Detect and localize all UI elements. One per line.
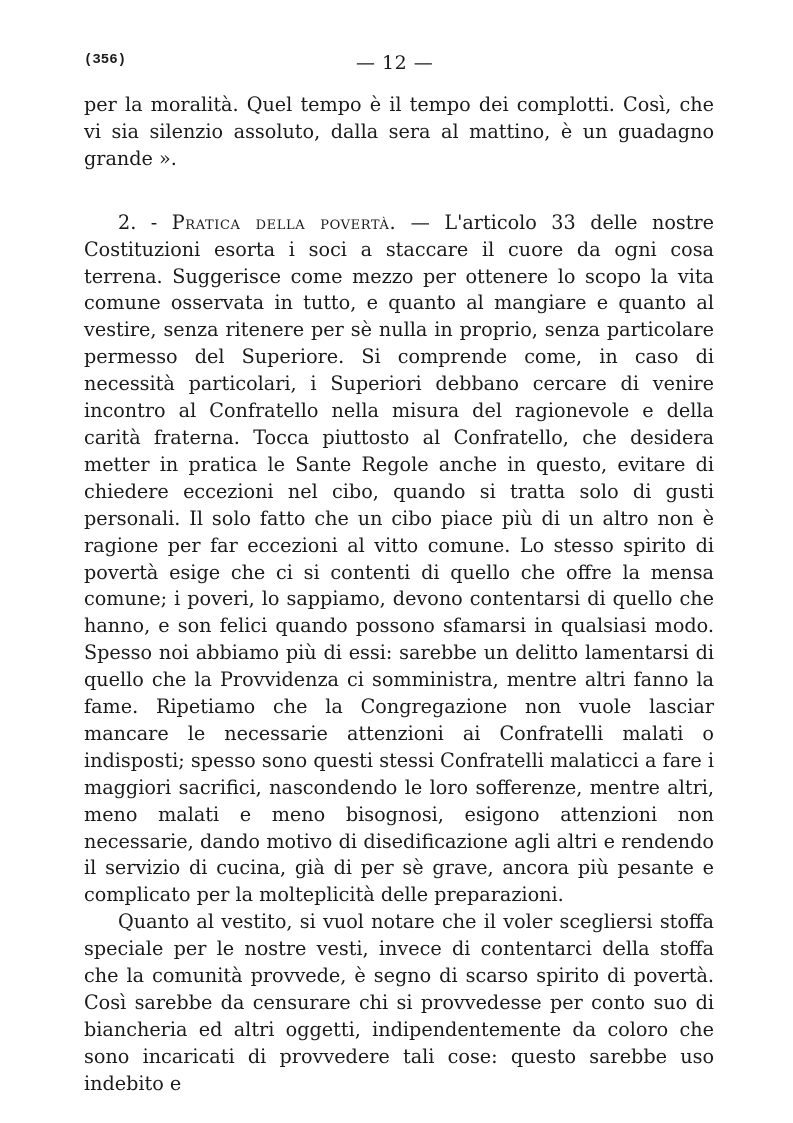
- document-code: (356): [84, 52, 127, 68]
- page-header: [84, 52, 714, 76]
- paragraph-continuation: [84, 92, 714, 173]
- paragraph-text: per la moralità. Quel tempo è il tempo dei complotti. Così, che vi sia silenzio assoluto, dalla sera al mattino, è un guadagno grande ».: [84, 93, 714, 170]
- paragraph-text: Quanto al vestito, si vuol notare che il voler scegliersi stoffa speciale per le nostre vesti, invece di contentarci della stoffa che la comunità provvede, è segno di scarso spirito di povertà. Così sarebbe da censurare chi si provvedesse per conto suo di biancheria ed altri oggetti, indipendentemente da coloro che sono incaricati di provvedere tali cose: questo sarebbe uso indebito e: [84, 910, 714, 1095]
- paragraph-section-2: [84, 210, 714, 910]
- body-text: [84, 92, 714, 1098]
- section-number: 2. -: [118, 210, 172, 234]
- paragraph-text: — L'articolo 33 delle nostre Costituzioni esorta i soci a staccare il cuore da ogni cosa terrena. Suggerisce come mezzo per ottenere lo scopo la vita comune osservata in tutto, e quanto al mangiare e quanto al vestire, senza ritenere per sè nulla in proprio, senza particolare permesso del Superiore. Si comprende come, in caso di necessità particolari, i Superiori debbano cercare di venire incontro al Confratello nella misura del ragionevole e della carità fraterna. Tocca piuttosto al Confratello, che desidera metter in pratica le Sante Regole anche in questo, evitare di chiedere eccezioni nel cibo, quando si tratta solo di gusti personali. Il solo fatto che un cibo piace più di un altro non è ragione per far eccezioni al vitto comune. Lo stesso spirito di povertà esige che ci si contenti di quello che offre la mensa comune; i poveri, lo sappiamo, devono contentarsi di quello che hanno, e son felici quando possono sfamarsi in qualsiasi modo. Spesso noi abbiamo più di essi: sarebbe un delitto lamentarsi di quello che la Provvidenza ci somministra, mentre altri fanno la fame. Ripetiamo che la Congregazione non vuole lasciar mancare le necessarie attenzioni ai Confratelli malati o indisposti; spesso sono questi stessi Confratelli malaticci a fare i maggiori sacrifici, nascondendo le loro sofferenze, mentre altri, meno malati e meno bisognosi, esigono attenzioni non necessarie, dando motivo di disedificazione agli altri e rendendo il servizio di cucina, già di per sè grave, ancora più pesante e complicato per la molteplicità delle preparazioni.: [84, 210, 714, 907]
- paragraph-clothing: [84, 909, 714, 1097]
- page-number: — 12 —: [356, 52, 434, 74]
- section-heading: Pratica della povertà.: [171, 210, 397, 234]
